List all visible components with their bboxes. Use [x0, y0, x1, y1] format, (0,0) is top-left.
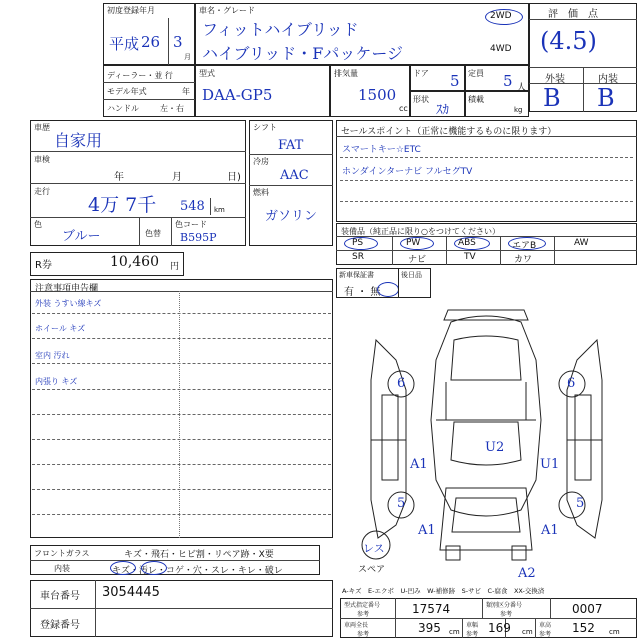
windshield-options: キズ・飛石・ヒビ割・リペア跡・X要: [124, 550, 274, 560]
drive-2wd: 2WD: [490, 11, 512, 21]
inspection-label: 車検: [34, 155, 50, 164]
code2-value: 0007: [572, 602, 603, 616]
interior-kizu-circle: [110, 561, 136, 575]
sales-point-2: ホンダインターナビ フルセグTV: [342, 167, 473, 177]
shift-label: シフト: [253, 123, 277, 132]
windshield-label: フロントガラス: [34, 549, 90, 558]
mark-6-left: 6: [397, 376, 406, 391]
recycle-label: R券: [35, 260, 52, 271]
note-2: ホイール キズ: [35, 324, 86, 333]
displacement-unit: cc: [399, 104, 408, 113]
code1-label: 型式指定番号: [344, 602, 381, 609]
note-4: 内張り キズ: [35, 377, 78, 386]
shape-value: ｽｶ: [436, 103, 449, 118]
first-reg-label: 初度登録年月: [107, 6, 155, 15]
height-value: 152: [572, 621, 595, 635]
interior-grade: B: [597, 84, 615, 112]
repaint-label: 色替: [145, 229, 161, 238]
equip-airbag: エアB: [512, 241, 537, 251]
car-name-label: 車名・グレード: [199, 6, 255, 15]
mark-u2: U2: [485, 440, 505, 455]
interior-yogore-circle: [141, 561, 167, 575]
reg-number-label: 登録番号: [40, 620, 80, 631]
fuel-value: ガソリン: [265, 209, 318, 224]
notes-box: [30, 279, 333, 538]
usage-value: 自家用: [54, 131, 103, 150]
recorder-label: 後日品: [401, 271, 422, 279]
inspection-year-unit: 年: [114, 172, 124, 183]
mileage-unit: km: [214, 206, 225, 214]
model-year-label: モデル年式: [107, 87, 147, 96]
month-value: 3: [173, 33, 183, 51]
equipment-title: 装備品（純正品に限り○をつけてください）: [341, 227, 500, 236]
color-code-value: B595P: [180, 231, 217, 244]
mark-u1: U1: [540, 457, 560, 472]
capacity-value: 5: [503, 72, 513, 90]
month-unit: 月: [184, 53, 191, 61]
era-value: 平成: [109, 35, 140, 53]
height-sub: 参考: [539, 631, 552, 638]
spare-note: レス: [363, 542, 385, 555]
exterior-grade: B: [543, 84, 561, 112]
handle-label: ハンドル: [107, 104, 139, 113]
dealer-label: ディーラー・並 行: [107, 71, 173, 80]
mileage-sub: 548: [180, 199, 205, 214]
mark-a1-bottom-right: A1: [541, 523, 559, 538]
equip-tv: TV: [464, 252, 476, 262]
note-3: 室内 汚れ: [35, 351, 70, 360]
color-code-label: 色コード: [175, 220, 207, 229]
recycle-value: 10,460: [110, 254, 159, 270]
length-unit: cm: [449, 628, 460, 636]
equip-sr: SR: [352, 252, 364, 262]
car-name-value: フィットハイブリッド: [202, 20, 359, 39]
mileage-label: 走行: [34, 187, 50, 196]
capacity-unit: 人: [517, 83, 527, 93]
code2-sub: 参考: [500, 611, 513, 618]
mark-6-right: 6: [567, 376, 576, 391]
equip-pw: PW: [406, 238, 421, 248]
shift-value: FAT: [278, 138, 304, 153]
height-label: 車高: [539, 622, 552, 629]
doors-label: ドア: [413, 69, 429, 78]
code1-value: 17574: [412, 602, 451, 616]
length-sub: 参考: [357, 631, 370, 638]
length-label: 車両全長: [344, 622, 369, 629]
mark-5-left: 5: [397, 496, 406, 511]
color-value: ブルー: [62, 229, 101, 244]
width-sub: 参考: [466, 631, 479, 638]
equip-ps: PS: [352, 238, 364, 248]
mark-a2: A2: [518, 566, 536, 581]
equip-leather: カワ: [514, 255, 533, 265]
mark-a1-left: A1: [410, 457, 428, 472]
warranty-circle: [377, 282, 399, 297]
mileage-value: 4万 7千: [88, 194, 157, 216]
width-value: 169: [488, 621, 511, 635]
ac-label: 冷房: [253, 157, 269, 166]
handle-options: 左・右: [160, 104, 184, 113]
damage-legend: A-キズ E-エクボ U-凹み W-補修跡 S-サビ C-腐食 XX-交換済: [342, 587, 545, 595]
interior-options: キズ・汚レ・コゲ・穴・スレ・キレ・破レ: [112, 566, 283, 576]
interior-cond-label: 内装: [54, 564, 70, 573]
model-year-unit: 年: [182, 87, 190, 96]
equip-abs: ABS: [458, 238, 476, 248]
chassis-label: 車台番号: [40, 591, 80, 602]
warranty-label: 新車保証書: [339, 271, 374, 279]
height-unit: cm: [609, 628, 620, 636]
ac-value: AAC: [280, 168, 309, 183]
shape-label: 形状: [413, 95, 429, 104]
warranty-value: 有 ・ 無: [344, 287, 381, 298]
drive-4wd: 4WD: [490, 44, 512, 54]
grade-value: ハイブリッド・Fパッケージ: [202, 44, 404, 63]
length-value: 395: [418, 621, 441, 635]
year-value: 26: [141, 33, 161, 51]
interior-label: 内装: [598, 74, 618, 85]
equip-aw: AW: [574, 238, 589, 248]
type-label: 型式: [199, 69, 215, 78]
recycle-unit: 円: [170, 262, 180, 272]
inspection-month-unit: 月: [172, 172, 182, 183]
evaluation-score: (4.5): [540, 27, 597, 55]
usage-label: 車歴: [34, 123, 50, 132]
doors-value: 5: [450, 72, 460, 90]
mark-a1-bottom-left: A1: [418, 523, 436, 538]
chassis-value: 3054445: [102, 585, 160, 600]
code2-label: 類別区分番号: [486, 602, 523, 609]
spare-label: スペア: [358, 565, 386, 575]
exterior-label: 外装: [545, 74, 565, 85]
capacity-label: 定員: [468, 69, 484, 78]
equip-navi: ナビ: [408, 255, 427, 265]
load-label: 積載: [468, 95, 484, 104]
mark-5-right: 5: [576, 496, 585, 511]
notes-title: 注意事項申告欄: [35, 284, 99, 294]
note-1: 外装 うすい線キズ: [35, 299, 102, 308]
sales-points-title: セールスポイント（正常に機能するものに限ります）: [341, 127, 557, 137]
fuel-label: 燃料: [253, 188, 269, 197]
recycle-box: [30, 252, 184, 276]
inspection-day-unit: 日): [227, 172, 241, 183]
load-unit: kg: [514, 106, 523, 114]
code1-sub: 参考: [357, 611, 370, 618]
type-value: DAA-GP5: [202, 86, 273, 104]
width-label: 車幅: [466, 622, 479, 629]
displacement-label: 排気量: [334, 69, 358, 78]
displacement-value: 1500: [358, 86, 397, 104]
sales-point-1: スマートキー☆ETC: [342, 145, 421, 155]
color-label: 色: [34, 220, 42, 229]
width-unit: cm: [522, 628, 533, 636]
evaluation-label: 評 価 点: [548, 9, 598, 20]
